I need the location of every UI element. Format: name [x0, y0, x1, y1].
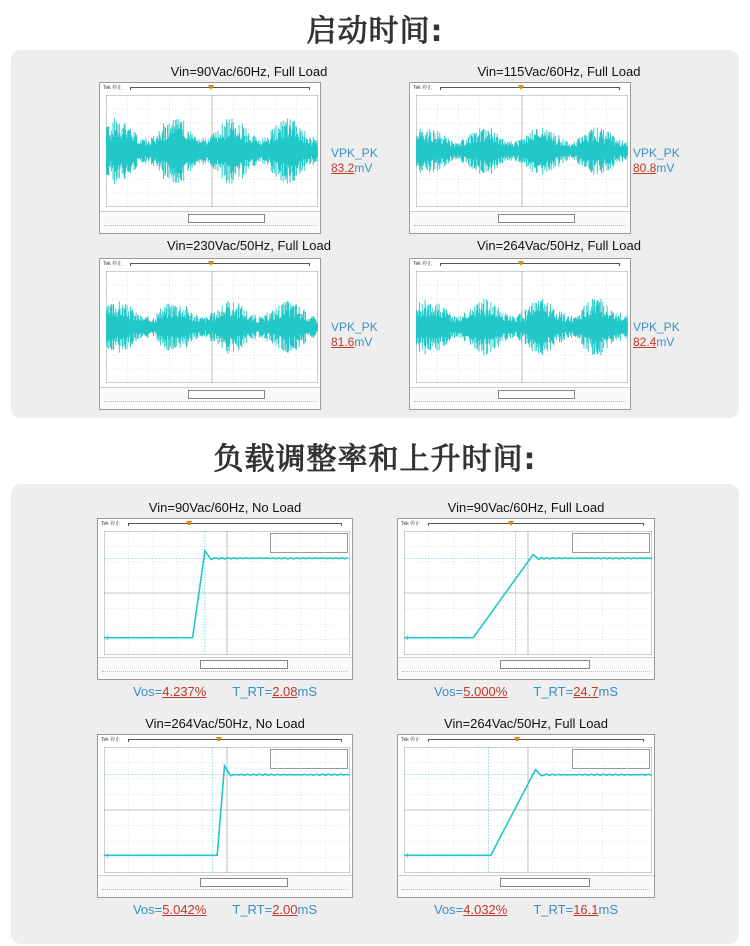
channel-marker: 1	[418, 325, 421, 331]
trt-label: T_RT=	[232, 902, 273, 917]
scope-brand: Tek 停止	[103, 261, 123, 267]
scope-plot	[106, 271, 318, 383]
scope-grid	[404, 747, 652, 873]
scope-brand: Tek 停止	[101, 521, 121, 527]
regulation-panel	[11, 484, 739, 944]
vpk-pk-unit: mV	[656, 335, 675, 349]
oscilloscope-screenshot	[97, 734, 353, 898]
oscilloscope-screenshot	[409, 82, 631, 234]
trt-unit: mS	[598, 902, 619, 917]
scope-status-bar	[98, 875, 352, 897]
scope-status-bar	[410, 211, 630, 233]
measurement-line	[97, 684, 353, 699]
oscilloscope-screenshot	[397, 734, 655, 898]
regulation-cell-4	[397, 716, 655, 922]
vpk-pk-unit: mV	[354, 335, 373, 349]
trigger-marker-icon	[216, 737, 222, 742]
trigger-marker-icon	[508, 521, 514, 526]
channel-marker: 1	[406, 635, 409, 642]
trigger-marker-icon	[208, 261, 214, 266]
oscilloscope-screenshot	[99, 258, 321, 410]
trt-unit: mS	[598, 684, 619, 699]
vpk-pk-value: 82.4	[633, 335, 657, 349]
scope-brand: Tek 停止	[103, 85, 123, 91]
scope-grid	[104, 531, 350, 655]
trt-unit: mS	[297, 902, 318, 917]
scope-grid	[104, 747, 350, 873]
scope-status-bar	[410, 387, 630, 409]
startup-cell-3	[99, 238, 399, 410]
measurement-line	[397, 902, 655, 917]
vpk-pk-readout	[331, 146, 378, 176]
vos-label: Vos=	[132, 902, 163, 917]
output-step-waveform	[104, 551, 348, 638]
startup-cell-2	[409, 64, 709, 234]
scope-brand: Tek 停止	[413, 261, 433, 267]
vos-label: Vos=	[433, 902, 464, 917]
startup-cell-1	[99, 64, 399, 234]
channel-marker: 1	[106, 853, 109, 860]
scope-brand: Tek 停止	[401, 521, 421, 527]
oscilloscope-screenshot	[97, 518, 353, 680]
regulation-caption: Vin=90Vac/60Hz, Full Load	[447, 500, 605, 515]
regulation-cell-3	[97, 716, 353, 922]
oscilloscope-screenshot	[409, 258, 631, 410]
trt-value: 2.08	[272, 684, 298, 699]
trt-value: 16.1	[573, 902, 599, 917]
trigger-marker-icon	[518, 261, 524, 266]
vos-value: 5.000%	[463, 684, 508, 699]
trt-label: T_RT=	[232, 684, 273, 699]
vpk-pk-unit: mV	[354, 161, 373, 175]
vos-value: 5.042%	[162, 902, 207, 917]
trt-value: 2.00	[272, 902, 298, 917]
trt-value: 24.7	[573, 684, 599, 699]
scope-plot	[416, 95, 628, 207]
startup-section-title: 启动时间:	[306, 14, 444, 49]
vpk-pk-unit: mV	[656, 161, 675, 175]
channel-marker: 1	[106, 635, 109, 642]
measurement-line	[397, 684, 655, 699]
trt-label: T_RT=	[533, 684, 574, 699]
vpk-pk-value: 81.6	[331, 335, 355, 349]
scope-status-bar	[100, 211, 320, 233]
vos-label: Vos=	[433, 684, 464, 699]
startup-caption: Vin=264Vac/50Hz, Full Load	[477, 238, 641, 253]
scope-status-bar	[398, 657, 654, 679]
vos-value: 4.237%	[162, 684, 207, 699]
startup-caption: Vin=90Vac/60Hz, Full Load	[170, 64, 328, 79]
trt-unit: mS	[297, 684, 318, 699]
scope-status-bar	[98, 657, 352, 679]
trigger-marker-icon	[518, 85, 524, 90]
channel-marker: 1	[108, 149, 111, 155]
scope-brand: Tek 停止	[401, 737, 421, 743]
regulation-cell-2	[397, 500, 655, 700]
startup-cell-4	[409, 238, 709, 410]
startup-caption: Vin=230Vac/50Hz, Full Load	[167, 238, 331, 253]
vos-label: Vos=	[132, 684, 163, 699]
regulation-caption: Vin=264Vac/50Hz, No Load	[145, 716, 305, 731]
vpk-pk-label: VPK_PK	[331, 320, 378, 334]
vpk-pk-readout	[633, 146, 680, 176]
scope-status-bar	[100, 387, 320, 409]
scope-plot	[104, 531, 350, 655]
vpk-pk-label: VPK_PK	[331, 146, 378, 160]
channel-marker: 1	[406, 853, 409, 860]
regulation-section-title: 负载调整率和上升时间:	[213, 442, 537, 477]
vpk-pk-label: VPK_PK	[633, 146, 680, 160]
startup-panel	[11, 50, 739, 418]
scope-plot	[416, 271, 628, 383]
scope-plot	[404, 531, 652, 655]
trigger-marker-icon	[514, 737, 520, 742]
vpk-pk-label: VPK_PK	[633, 320, 680, 334]
channel-marker: 1	[108, 325, 111, 331]
scope-brand: Tek 停止	[413, 85, 433, 91]
regulation-caption: Vin=264Vac/50Hz, Full Load	[444, 716, 608, 731]
vos-value: 4.032%	[463, 902, 508, 917]
vpk-pk-value: 80.8	[633, 161, 657, 175]
scope-plot	[404, 747, 652, 873]
oscilloscope-screenshot	[397, 518, 655, 680]
scope-plot	[106, 95, 318, 207]
startup-caption: Vin=115Vac/60Hz, Full Load	[477, 64, 641, 79]
scope-status-bar	[398, 875, 654, 897]
vpk-pk-value: 83.2	[331, 161, 355, 175]
scope-plot	[104, 747, 350, 873]
scope-grid	[404, 531, 652, 655]
regulation-cell-1	[97, 500, 353, 700]
regulation-caption: Vin=90Vac/60Hz, No Load	[148, 500, 302, 515]
oscilloscope-screenshot	[99, 82, 321, 234]
vpk-pk-readout	[633, 320, 680, 350]
trigger-marker-icon	[186, 521, 192, 526]
channel-marker: 1	[418, 149, 421, 155]
scope-brand: Tek 停止	[101, 737, 121, 743]
vpk-pk-readout	[331, 320, 378, 350]
measurement-line	[97, 902, 353, 917]
trt-label: T_RT=	[533, 902, 574, 917]
trigger-marker-icon	[208, 85, 214, 90]
